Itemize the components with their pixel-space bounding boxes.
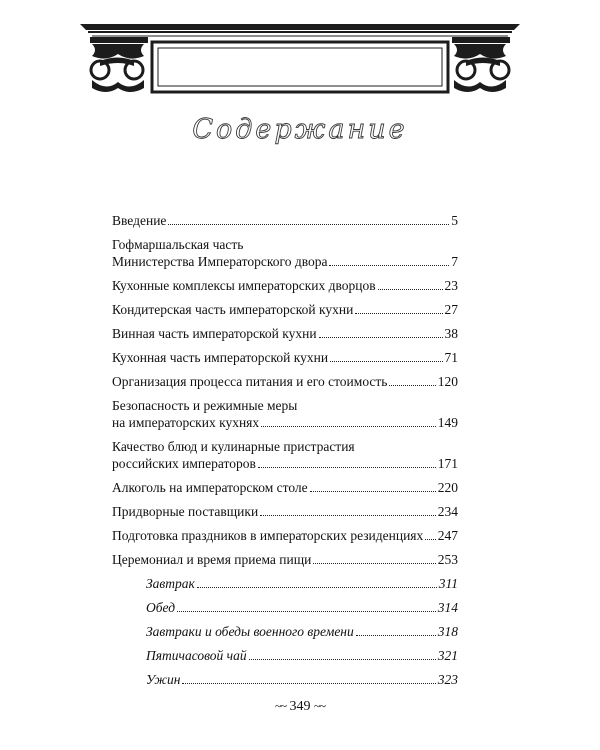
toc-entry-title: Введение <box>112 213 167 228</box>
toc-entry-page: 234 <box>437 504 458 519</box>
toc-entry-page: 23 <box>444 278 458 293</box>
toc-leader-dots <box>356 635 436 636</box>
toc-entry-page: 149 <box>437 415 458 430</box>
toc-entry[interactable] <box>112 212 458 229</box>
toc-leader-dots <box>329 265 449 266</box>
toc-entry-row <box>112 455 458 472</box>
toc-entry-row <box>112 414 458 431</box>
toc-entry-title: Винная часть императорской кухни <box>112 326 317 341</box>
toc-leader-dots <box>182 683 435 684</box>
swash-left-ornament: ~~ <box>275 699 286 713</box>
toc-leader-dots <box>168 224 449 225</box>
toc-leader-dots <box>313 563 435 564</box>
toc-entry-page: 311 <box>438 576 458 591</box>
toc-leader-dots <box>310 491 436 492</box>
toc-leader-dots <box>260 515 436 516</box>
toc-leader-dots <box>261 426 436 427</box>
table-of-contents <box>112 212 458 695</box>
toc-entry-title: Кухонная часть императорской кухни <box>112 350 329 365</box>
toc-entry-page: 71 <box>444 350 458 365</box>
toc-entry-title: на императорских кухнях <box>112 415 260 430</box>
toc-subentry[interactable] <box>112 623 458 640</box>
toc-entry-page: 253 <box>437 552 458 567</box>
toc-entry-title: Завтрак <box>146 576 195 591</box>
toc-entry[interactable] <box>112 438 458 472</box>
swash-right-ornament: ~~ <box>314 699 325 713</box>
toc-leader-dots <box>389 385 435 386</box>
toc-entry[interactable] <box>112 373 458 390</box>
toc-entry-title-line1: Гофмаршальская часть <box>112 237 244 252</box>
toc-entry-page: 318 <box>437 624 458 639</box>
toc-entry[interactable] <box>112 397 458 431</box>
toc-entry-page: 314 <box>437 600 458 615</box>
toc-entry-title: Кухонные комплексы императорских дворцов <box>112 278 376 293</box>
toc-subentry[interactable] <box>112 647 458 664</box>
toc-entry-page: 220 <box>437 480 458 495</box>
page-title: Содержание <box>192 114 408 145</box>
toc-subentry[interactable] <box>112 671 458 688</box>
toc-entry-page: 5 <box>451 213 458 228</box>
toc-leader-dots <box>425 539 435 540</box>
toc-leader-dots <box>258 467 436 468</box>
toc-entry-page: 38 <box>444 326 458 341</box>
toc-entry-title: Завтраки и обеды военного времени <box>146 624 354 639</box>
header-ornament-frame <box>78 18 522 96</box>
toc-entry[interactable] <box>112 503 458 520</box>
toc-leader-dots <box>355 313 442 314</box>
toc-subentry[interactable] <box>112 599 458 616</box>
toc-entry-title: Пятичасовой чай <box>146 648 247 663</box>
toc-entry[interactable] <box>112 301 458 318</box>
toc-entry-title: Кондитерская часть императорской кухни <box>112 302 354 317</box>
toc-entry-title: Подготовка праздников в императорских резиденциях <box>112 528 424 543</box>
toc-entry-page: 7 <box>451 254 458 269</box>
toc-leader-dots <box>319 337 443 338</box>
toc-entry-page: 321 <box>437 648 458 663</box>
toc-entry[interactable] <box>112 479 458 496</box>
toc-entry-title: Алкоголь на императорском столе <box>112 480 308 495</box>
toc-leader-dots <box>330 361 442 362</box>
toc-entry-page: 247 <box>437 528 458 543</box>
toc-entry[interactable] <box>112 349 458 366</box>
toc-leader-dots <box>249 659 436 660</box>
toc-entry-page: 120 <box>437 374 458 389</box>
toc-entry-title: Обед <box>146 600 176 615</box>
toc-entry-page: 323 <box>437 672 458 687</box>
toc-entry-title: Церемониал и время приема пищи <box>112 552 312 567</box>
toc-subentry[interactable] <box>112 575 458 592</box>
toc-entry-row <box>112 253 458 270</box>
toc-entry-title-line1: Безопасность и режимные меры <box>112 398 298 413</box>
toc-leader-dots <box>177 611 436 612</box>
toc-entry-title: Придворные поставщики <box>112 504 259 519</box>
toc-entry[interactable] <box>112 325 458 342</box>
toc-leader-dots <box>197 587 437 588</box>
toc-entry-page: 171 <box>437 456 458 471</box>
toc-entry[interactable] <box>112 551 458 568</box>
toc-entry-title: Ужин <box>146 672 181 687</box>
page-number-value: 349 <box>289 699 311 714</box>
toc-entry-title: российских императоров <box>112 456 256 471</box>
toc-entry[interactable] <box>112 236 458 270</box>
toc-entry[interactable] <box>112 527 458 544</box>
toc-entry-title-line1: Качество блюд и кулинарные пристрастия <box>112 439 355 454</box>
page-number <box>0 699 600 715</box>
toc-entry-title: Министерства Императорского двора <box>112 254 328 269</box>
toc-leader-dots <box>378 289 443 290</box>
toc-entry-title: Организация процесса питания и его стоимость <box>112 374 388 389</box>
toc-entry[interactable] <box>112 277 458 294</box>
toc-entry-page: 27 <box>444 302 458 317</box>
